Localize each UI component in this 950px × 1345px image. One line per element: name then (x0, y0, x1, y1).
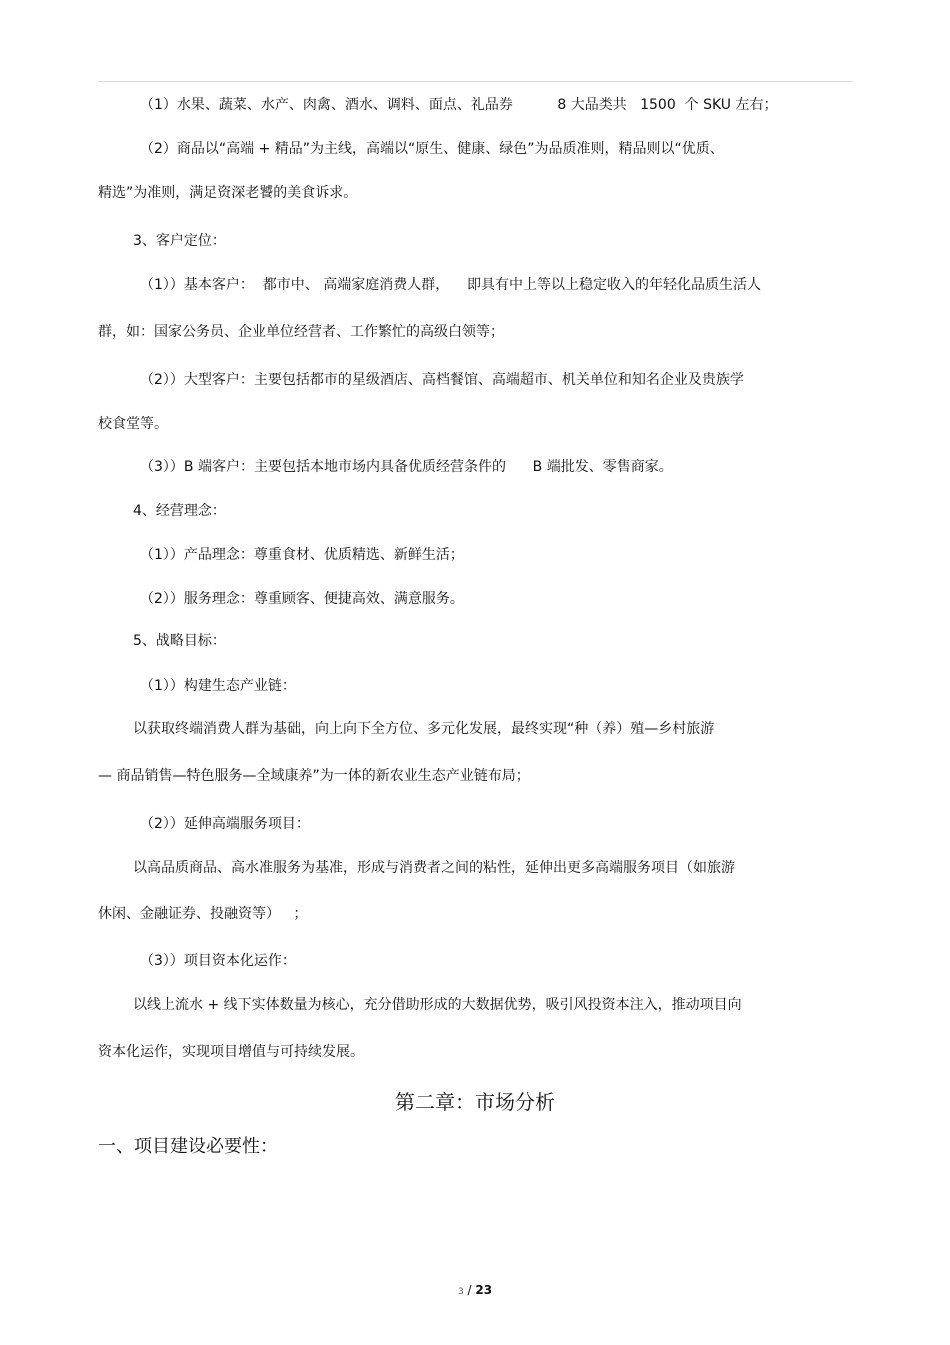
page-number (0, 1283, 950, 1297)
paragraph-line: 资本化运作，实现项目增值与可持续发展。 (98, 1044, 364, 1060)
paragraph-line: （2）商品以“高端 + 精品”为主线，高端以“原生、健康、绿色”为品质准则，精品则以“优质、 (140, 141, 724, 157)
paragraph-line: 以高品质商品、高水准服务为基准，形成与消费者之间的粘性，延伸出更多高端服务项目（如旅游 (133, 860, 735, 876)
page-separator: / (463, 1283, 476, 1297)
paragraph-line: （1））构建生态产业链： (140, 678, 296, 694)
paragraph-line: 校食堂等。 (98, 416, 168, 432)
paragraph-line: （2））大型客户：主要包括都市的星级酒店、高档餐馆、高端超市、机关单位和知名企业及贵族学 (140, 372, 744, 388)
paragraph-line: （3））项目资本化运作： (140, 953, 296, 969)
section-title: 一、项目建设必要性： (98, 1136, 278, 1157)
paragraph-line: 以获取终端消费人群为基础，向上向下全方位、多元化发展，最终实现“种（养）殖—乡村旅游 (133, 721, 715, 737)
current-page: 3 (457, 1287, 464, 1297)
paragraph-line: 精选”为准则，满足资深老饕的美食诉求。 (98, 185, 358, 201)
paragraph-line: （2））服务理念：尊重顾客、便捷高效、满意服务。 (140, 591, 464, 607)
list-heading: 3、客户定位： (133, 233, 226, 249)
chapter-title: 第二章：市场分析 (395, 1090, 555, 1114)
list-heading: 5、战略目标： (133, 633, 226, 649)
paragraph-line: （3））B 端客户：主要包括本地市场内具备优质经营条件的 B 端批发、零售商家。 (140, 459, 673, 475)
paragraph-line: （2））延伸高端服务项目： (140, 816, 310, 832)
paragraph-line: 群，如：国家公务员、企业单位经营者、工作繁忙的高级白领等； (98, 324, 504, 340)
paragraph-line: 休闲、金融证券、投融资等） ； (98, 906, 308, 922)
paragraph-line: （1）水果、蔬菜、水产、肉禽、酒水、调料、面点、礼品券 8 大品类共 1500 个 SKU 左右； (140, 97, 778, 113)
paragraph-line: （1））产品理念：尊重食材、优质精选、新鲜生活； (140, 547, 464, 563)
paragraph-line: — 商品销售—特色服务—全域康养”为一体的新农业生态产业链布局； (98, 768, 530, 784)
total-pages: 23 (475, 1283, 493, 1297)
header-rule (98, 81, 853, 82)
paragraph-line: （1））基本客户： 都市中、 高端家庭消费人群， 即具有中上等以上稳定收入的年轻化品质生活人 (140, 277, 762, 293)
list-heading: 4、经营理念： (133, 503, 226, 519)
paragraph-line: 以线上流水 + 线下实体数量为核心，充分借助形成的大数据优势，吸引风投资本注入，推动项目向 (133, 997, 742, 1013)
